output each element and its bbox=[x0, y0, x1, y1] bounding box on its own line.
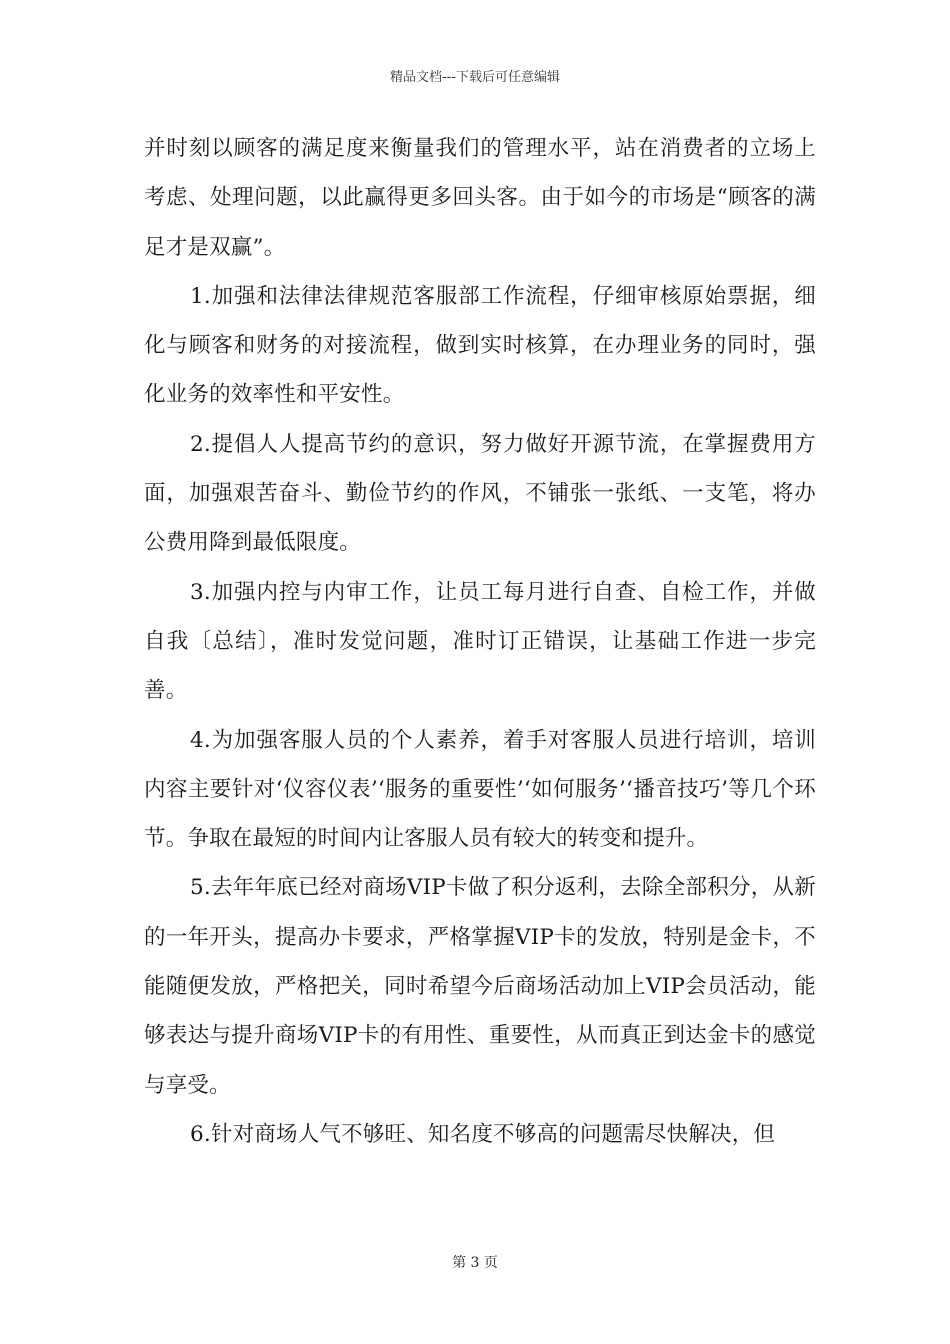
paragraph-item-5: 5.去年年底已经对商场VIP卡做了积分返利，去除全部积分，从新的一年开头，提高办卡要求，严格掌握VIP卡的发放，特别是金卡，不能随便发放，严格把关，同时希望今后商场活动加上VIP会员活动，能够表达与提升商场VIP卡的有用性、重要性，从而真正到达金卡的感觉与享受。 bbox=[144, 875, 816, 1098]
paragraph-item-4: 4.为加强客服人员的个人素养，着手对客服人员进行培训，培训内容主要针对‘仪容仪表’‘服务的重要性’‘如何服务’‘播音技巧’等几个环节。争取在最短的时间内让客服人员有较大的转变和提升。 bbox=[144, 727, 816, 852]
paragraph-item-6: 6.针对商场人气不够旺、知名度不够高的问题需尽快解决，但 bbox=[190, 1121, 776, 1147]
page-header: 精品文档---下载后可任意编辑 bbox=[389, 70, 561, 85]
paragraph-item-2: 2.提倡人人提高节约的意识，努力做好开源节流，在掌握费用方面，加强艰苦奋斗、勤俭节约的作风，不铺张一张纸、一支笔，将办公费用降到最低限度。 bbox=[144, 431, 816, 556]
paragraph-item-1: 1.加强和法律法律规范客服部工作流程，仔细审核原始票据，细化与顾客和财务的对接流程，做到实时核算，在办理业务的同时，强化业务的效率性和平安性。 bbox=[144, 283, 816, 408]
paragraph-continuation: 并时刻以顾客的满足度来衡量我们的管理水平，站在消费者的立场上考虑、处理问题，以此赢得更多回头客。由于如今的市场是“顾客的满足才是双赢”。 bbox=[144, 136, 816, 260]
page-number: 第 3 页 bbox=[452, 1255, 498, 1271]
paragraph-item-3: 3.加强内控与内审工作，让员工每月进行自查、自检工作，并做自我〔总结〕，准时发觉问题，准时订正错误，让基础工作进一步完善。 bbox=[144, 579, 816, 704]
document-body bbox=[144, 124, 816, 1159]
